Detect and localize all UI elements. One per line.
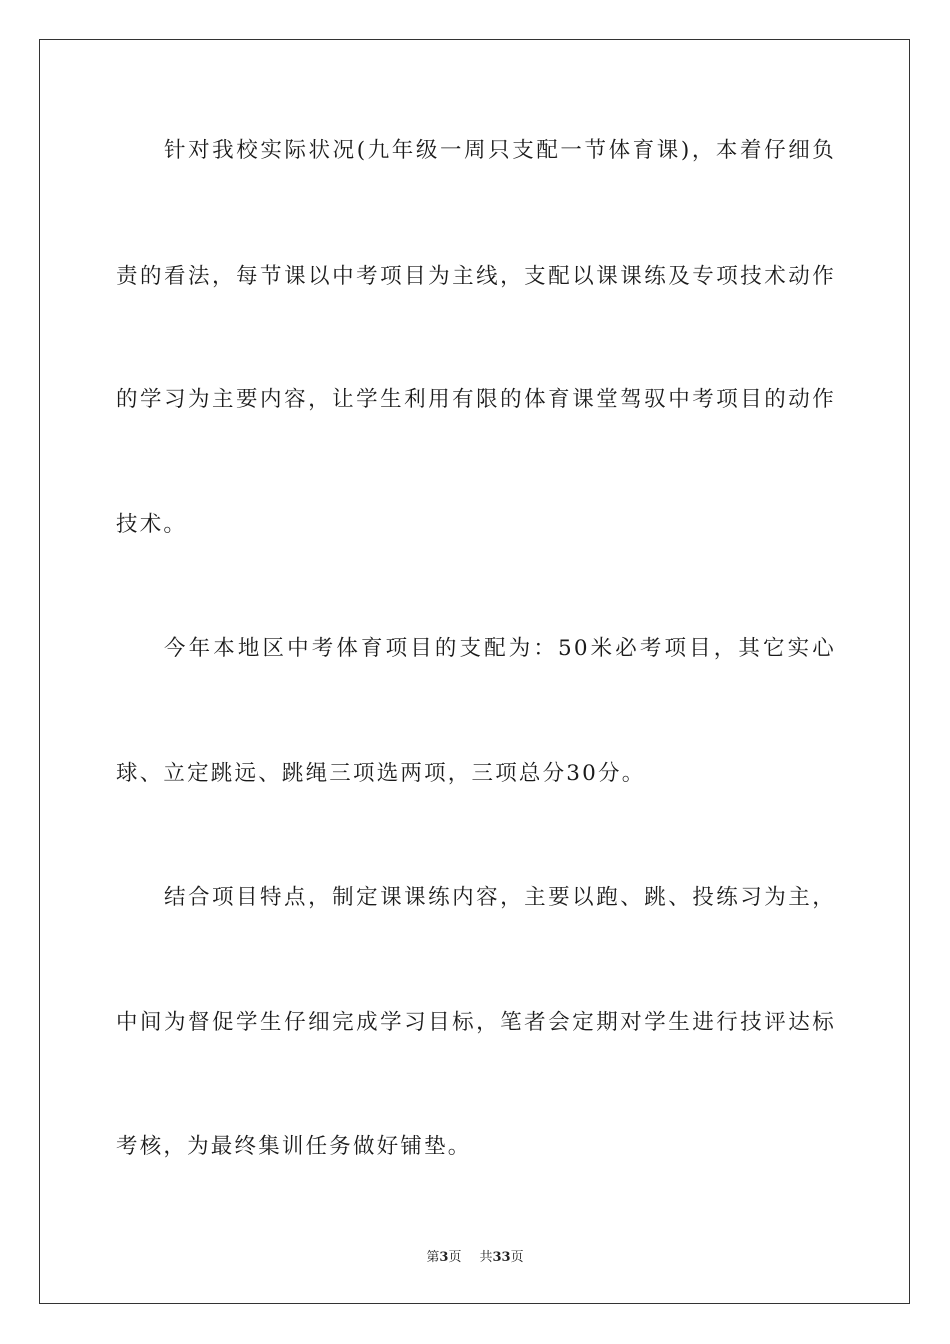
paragraph-3-line-1: 结合项目特点，制定课课练内容，主要以跑、跳、投练习为主， xyxy=(164,885,836,910)
paragraph-3-line-2: 中间为督促学生仔细完成学习目标，笔者会定期对学生进行技评达标 xyxy=(116,1010,836,1035)
paragraph-2-line-1: 今年本地区中考体育项目的支配为：50米必考项目，其它实心 xyxy=(164,636,836,661)
paragraph-1-line-1: 针对我校实际状况(九年级一周只支配一节体育课)，本着仔细负 xyxy=(164,138,836,163)
paragraph-1-line-4: 技术。 xyxy=(116,512,188,537)
paragraph-1-line-3: 的学习为主要内容，让学生利用有限的体育课堂驾驭中考项目的动作 xyxy=(116,387,836,412)
footer-total-prefix: 共 xyxy=(479,1250,493,1265)
footer-total-suffix: 页 xyxy=(510,1250,524,1265)
paragraph-1-line-2: 责的看法，每节课以中考项目为主线，支配以课课练及专项技术动作 xyxy=(116,264,836,289)
footer-total-pages: 33 xyxy=(492,1250,511,1265)
paragraph-2-line-2: 球、立定跳远、跳绳三项选两项，三项总分30分。 xyxy=(116,761,646,786)
footer-page-number: 3 xyxy=(439,1250,449,1265)
page-border xyxy=(39,39,910,1304)
page-footer xyxy=(0,1249,950,1267)
footer-page-suffix: 页 xyxy=(448,1250,462,1265)
footer-page-prefix: 第 xyxy=(426,1250,440,1265)
paragraph-3-line-3: 考核，为最终集训任务做好铺垫。 xyxy=(116,1134,472,1159)
